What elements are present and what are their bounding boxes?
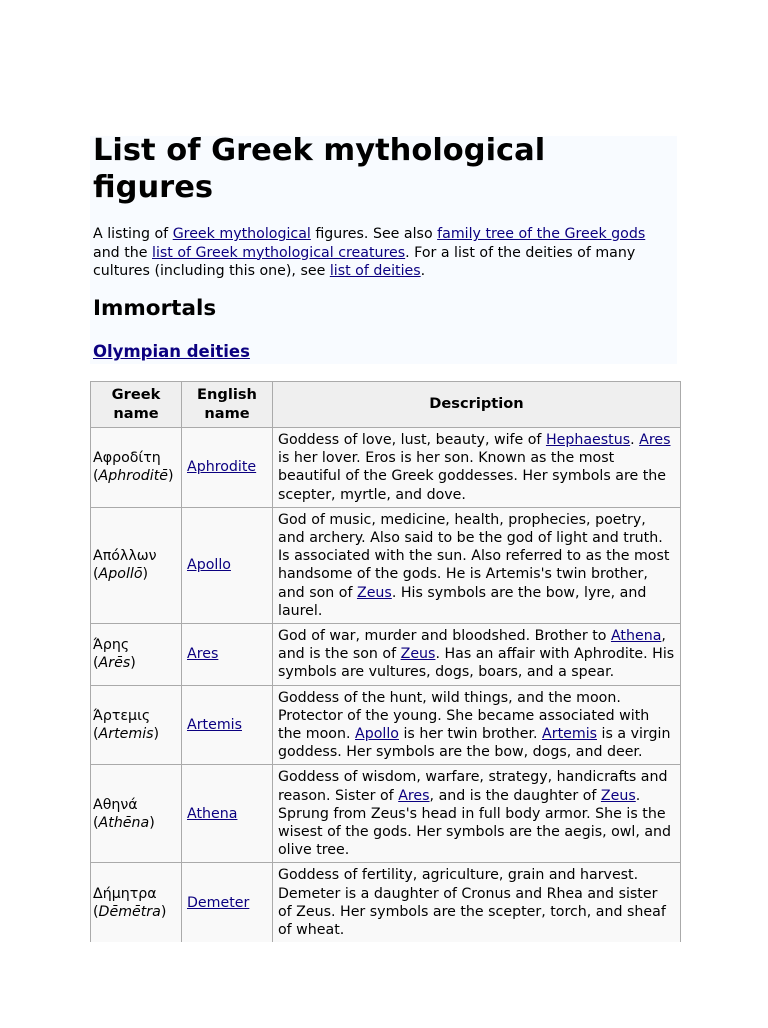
table-header-row (91, 382, 681, 428)
table-row (91, 507, 681, 623)
cell-greek-name: Άρης (Arēs) (91, 624, 182, 686)
cell-english-name (182, 685, 273, 765)
transliteration-text: Aphroditē (98, 468, 169, 485)
cell-greek-name: Αθηνά (Athēna) (91, 765, 182, 863)
description-link[interactable]: Zeus (356, 584, 392, 601)
cell-english-name (182, 428, 273, 508)
link-deity-apollo[interactable]: Apollo (187, 557, 231, 574)
intro-text: . (420, 263, 426, 279)
description-text: Goddess of wisdom, warfare, strategy, handicrafts and reason. Sister of (278, 769, 668, 804)
header-english-name: English name (182, 382, 273, 428)
link-deity-aphrodite[interactable]: Aphrodite (187, 459, 257, 476)
table-row (91, 624, 681, 686)
description-text: is her twin brother. (398, 726, 543, 743)
cell-greek-name: Δήμητρα (Dēmētra) (91, 863, 182, 942)
link-creatures-list[interactable]: list of Greek mythological creatures (152, 244, 406, 261)
description-link[interactable]: Apollo (355, 726, 399, 743)
cell-greek-name: Άρτεμις (Artemis) (91, 685, 182, 765)
description-text: . (630, 432, 640, 448)
greek-name-text: Απόλλων (93, 548, 157, 565)
table-row (91, 863, 681, 942)
cell-english-name (182, 765, 273, 863)
subsection-heading (93, 342, 250, 361)
table-row (91, 428, 681, 508)
intro-text: . For a list of the deities of many cultures (including this one), see (93, 244, 636, 279)
transliteration-text: Athēna (98, 814, 150, 831)
greek-name-text: Αφροδίτη (93, 450, 161, 467)
greek-name-text: Άρης (93, 637, 130, 654)
cell-description (273, 765, 681, 863)
table-body (91, 428, 681, 943)
description-link[interactable]: Artemis (542, 726, 598, 743)
header-description: Description (273, 382, 681, 428)
description-text: , and is the son of (278, 628, 666, 663)
link-deity-athena[interactable]: Athena (187, 805, 238, 822)
link-list-of-deities[interactable]: list of deities (329, 263, 421, 279)
description-text: God of war, murder and bloodshed. Brother to (278, 628, 611, 645)
link-family-tree[interactable]: family tree of the Greek gods (437, 226, 646, 242)
description-text: Goddess of love, lust, beauty, wife of (278, 432, 546, 448)
cell-description (273, 863, 681, 942)
cell-description (273, 428, 681, 508)
description-link[interactable]: Zeus (400, 646, 436, 663)
intro-text: A listing of (93, 226, 173, 242)
description-link[interactable]: Zeus (600, 787, 636, 804)
transliteration-text: Apollō (98, 566, 143, 583)
deities-table (90, 381, 681, 942)
cell-description (273, 624, 681, 686)
cell-description (273, 685, 681, 765)
description-link[interactable]: Ares (398, 787, 430, 804)
page-bottom-cutoff (88, 988, 684, 1028)
description-text: . Has an affair with Aphrodite. His symbols are vultures, dogs, boars, and a spear. (278, 646, 675, 681)
cell-greek-name: Απόλλων (Apollō) (91, 507, 182, 623)
greek-name-text: Άρτεμις (93, 707, 151, 724)
cell-english-name (182, 507, 273, 623)
cell-english-name (182, 624, 273, 686)
intro-paragraph (93, 225, 668, 281)
cell-english-name (182, 863, 273, 942)
description-text: , and is the daughter of (429, 787, 601, 804)
greek-name-text: Αθηνά (93, 796, 138, 813)
description-text: . Sprung from Zeus's head in full body armor. She is the wisest of the gods. Her symbols are the aegis, owl, and olive tree. (278, 787, 672, 859)
description-link[interactable]: Athena (610, 628, 662, 645)
description-text: . His symbols are the bow, lyre, and laurel. (278, 584, 647, 619)
transliteration-text: Arēs (98, 655, 131, 672)
intro-text: and the (93, 244, 152, 261)
description-text: is her lover. Eros is her son. Known as the most beautiful of the Greek goddesses. Her symbols are the scepter, myrtle, and dove. (278, 450, 667, 503)
transliteration-text: Dēmētra (98, 903, 161, 920)
intro-text: figures. See also (310, 226, 438, 242)
table-row (91, 765, 681, 863)
description-text: God of music, medicine, health, prophecies, poetry, and archery. Also said to be the god of light and truth. Is associated with the sun. Also referred to as the most handsome of the gods. He is Artemis's twin brother, and son of (278, 511, 670, 601)
transliteration-text: Artemis (98, 726, 154, 743)
description-text: Goddess of fertility, agriculture, grain and harvest. Demeter is a daughter of Cronus and Rhea and sister of Zeus. Her symbols are the scepter, torch, and sheaf of wheat. (278, 867, 666, 939)
cell-greek-name: Αφροδίτη (Aphroditē) (91, 428, 182, 508)
greek-name-text: Δήμητρα (93, 885, 157, 902)
description-link[interactable]: Ares (639, 432, 671, 448)
section-heading-immortals: Immortals (93, 296, 217, 321)
link-deity-demeter[interactable]: Demeter (187, 894, 250, 911)
description-link[interactable]: Hephaestus (545, 432, 631, 448)
page-title: List of Greek mythological figures (93, 133, 546, 205)
description-text: Goddess of the hunt, wild things, and the moon. Protector of the young. She became associated with the moon. (278, 689, 650, 743)
description-text: is a virgin goddess. Her symbols are the bow, dogs, and deer. (278, 726, 671, 761)
link-olympian-deities[interactable]: Olympian deities (93, 342, 250, 361)
link-greek-mythological[interactable]: Greek mythological (172, 226, 311, 242)
header-greek-name: Greek name (91, 382, 182, 428)
link-deity-artemis[interactable]: Artemis (187, 716, 242, 733)
table-row (91, 685, 681, 765)
cell-description (273, 507, 681, 623)
link-deity-ares[interactable]: Ares (187, 646, 219, 663)
